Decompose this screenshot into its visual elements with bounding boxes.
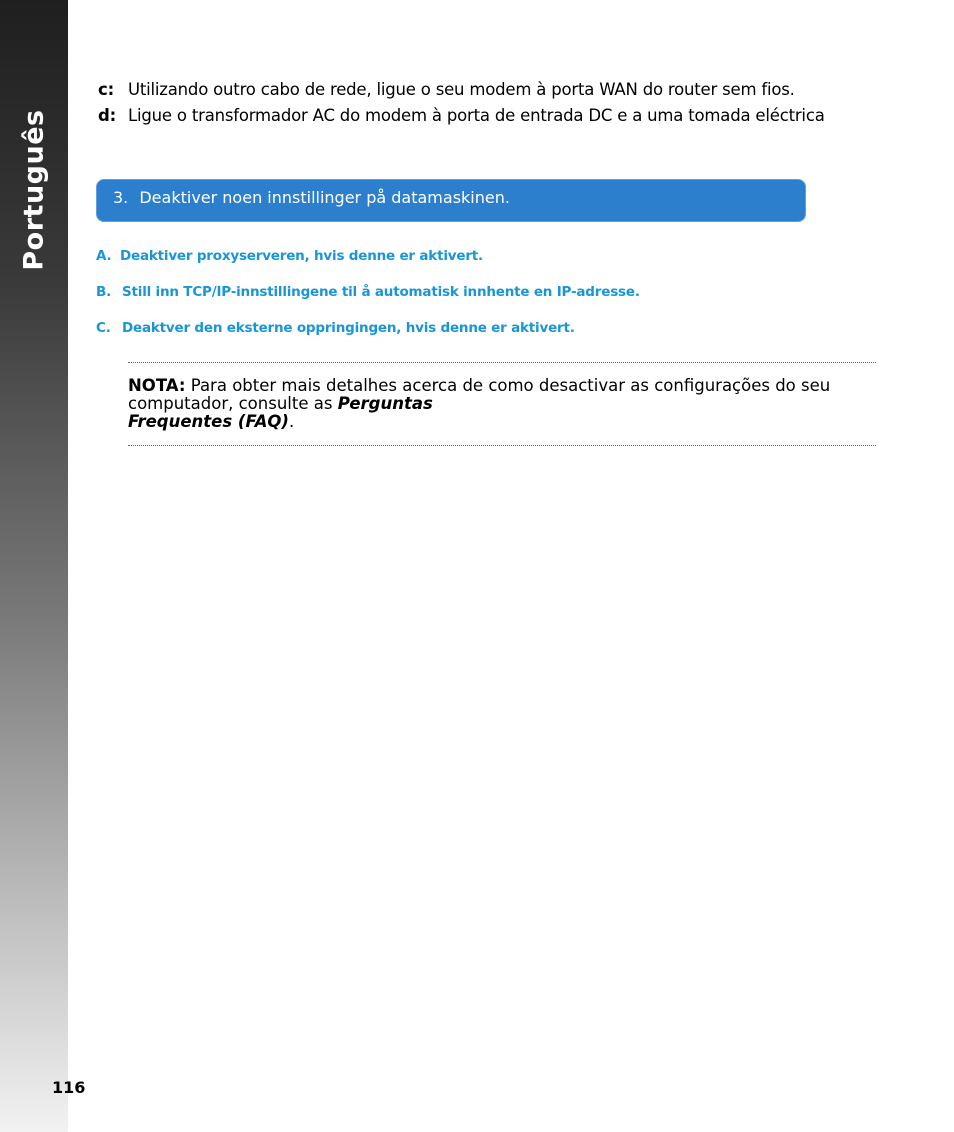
- note-text: [128, 363, 846, 445]
- step-c: [98, 80, 795, 99]
- note-end: .: [288, 412, 295, 431]
- section-number: 3.: [113, 188, 129, 207]
- substep-text: Deaktiver proxyserveren, hvis denne er aktivert.: [120, 248, 483, 264]
- substep-letter: B.: [96, 284, 112, 300]
- step-letter: c:: [98, 80, 114, 99]
- step-d: [98, 106, 825, 125]
- substep-a: [96, 248, 483, 264]
- substep-letter: C.: [96, 320, 111, 336]
- step-text: Ligue o transformador AC do modem à porta de entrada DC e a uma tomada eléctrica: [128, 106, 825, 125]
- note-box: [128, 362, 876, 446]
- note-bottom-divider: [128, 445, 876, 446]
- substep-letter: A.: [96, 248, 112, 264]
- substep-b: [96, 284, 640, 300]
- note-emphasis-2: Frequentes (FAQ): [128, 412, 289, 431]
- note-label: NOTA:: [128, 376, 186, 395]
- section-banner: [96, 179, 806, 222]
- substep-c: [96, 320, 575, 336]
- step-text: Utilizando outro cabo de rede, ligue o seu modem à porta WAN do router sem fios.: [128, 80, 795, 99]
- note-emphasis-1: Perguntas: [337, 394, 433, 413]
- note-body: Para obter mais detalhes acerca de como desactivar as configurações do seu computador, consulte as: [128, 376, 831, 413]
- substep-text: Deaktver den eksterne oppringingen, hvis denne er aktivert.: [122, 320, 575, 336]
- step-letter: d:: [98, 106, 117, 125]
- section-title: Deaktiver noen innstillinger på datamaskinen.: [139, 188, 510, 207]
- substep-text: Still inn TCP/IP-innstillingene til å automatisk innhente en IP-adresse.: [122, 284, 640, 300]
- side-band: [0, 0, 68, 1132]
- page-number: 116: [52, 1078, 86, 1097]
- language-label: Português: [18, 109, 50, 271]
